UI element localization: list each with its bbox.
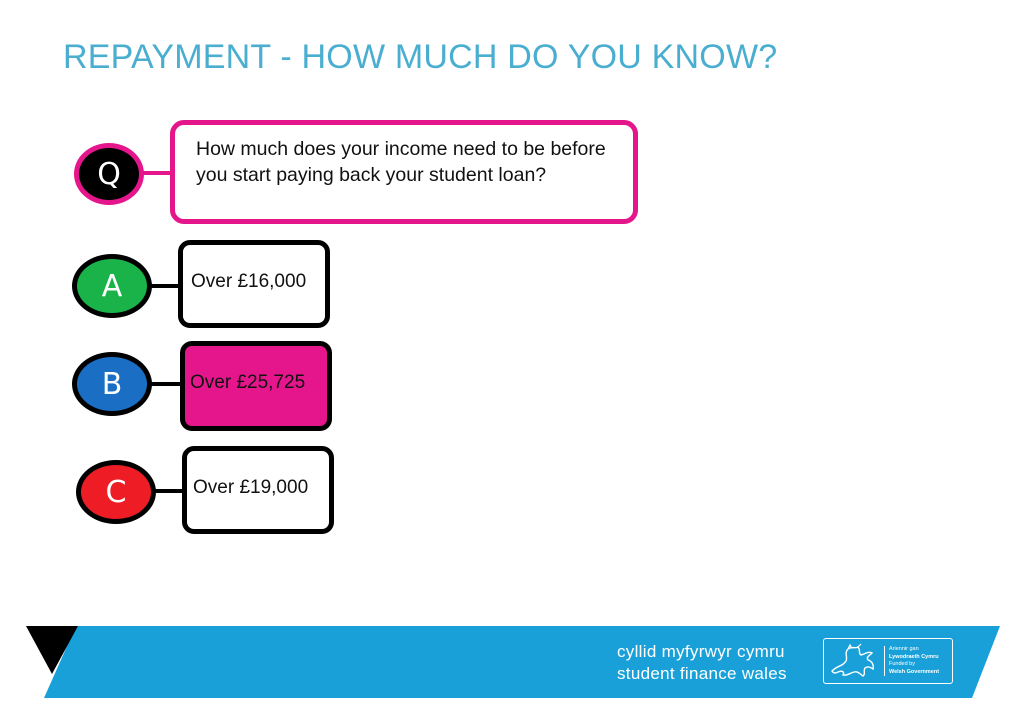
brand-welsh: cyllid myfyrwyr cymru: [617, 642, 785, 661]
answer-a-badge: [72, 254, 152, 318]
answer-a-box[interactable]: [178, 240, 330, 328]
gov-line-2: Lywodraeth Cymru: [889, 653, 939, 660]
answer-b-box[interactable]: [180, 341, 332, 431]
answer-a-letter: A: [101, 268, 123, 304]
page-title: REPAYMENT - HOW MUCH DO YOU KNOW?: [63, 38, 778, 76]
answer-c-box[interactable]: [182, 446, 334, 534]
question-text: How much does your income need to be before you start paying back your student loan?: [196, 138, 606, 186]
welsh-dragon-icon: [828, 643, 878, 679]
brand-english: student finance wales: [617, 664, 787, 683]
footer-brand: [617, 641, 787, 685]
answer-b-badge: [72, 352, 152, 416]
answer-c-badge: [76, 460, 156, 524]
question-box: [170, 120, 638, 224]
government-funding-text: [884, 646, 939, 676]
answer-a-text: Over £16,000: [191, 271, 307, 292]
answer-b-letter: B: [101, 366, 123, 402]
question-letter: Q: [97, 156, 121, 192]
gov-line-1: Ariennir gan: [889, 646, 919, 652]
answer-c-letter: C: [105, 474, 127, 510]
answer-c-text: Over £19,000: [193, 477, 309, 498]
welsh-government-logo: [823, 638, 953, 684]
question-badge: [74, 143, 144, 205]
gov-line-3: Funded by: [889, 661, 915, 667]
answer-b-text: Over £25,725: [190, 372, 306, 393]
gov-line-4: Welsh Government: [889, 668, 940, 675]
